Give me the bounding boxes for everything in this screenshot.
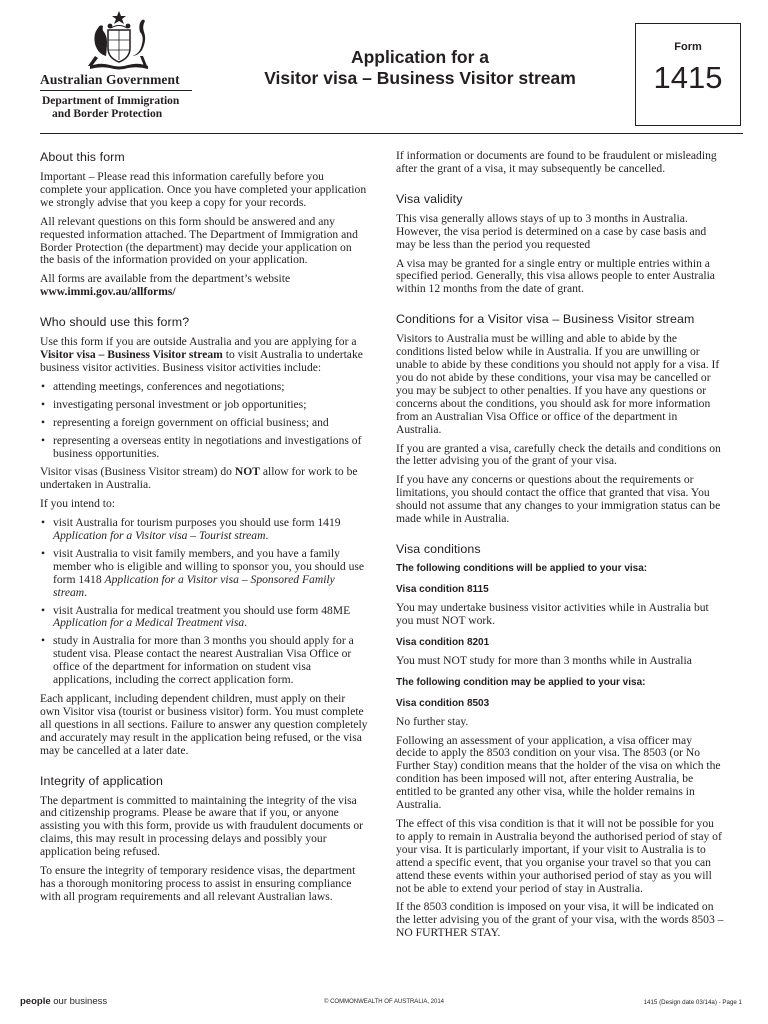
- department-name-line2: and Border Protection: [52, 108, 163, 120]
- list-item-end: .: [265, 529, 269, 543]
- section-heading-conditions: Conditions for a Visitor visa – Business Visitor stream: [396, 312, 695, 327]
- footer-brand-bold: people: [20, 996, 51, 1007]
- about-paragraph-2: All relevant questions on this form should be answered and any requested information attached. The Department of Immigration and Border Protection (the department) may decide your application on the basis of the information provided on your application.: [40, 214, 358, 267]
- footer-page-info: 1415 (Design date 03/14a) - Page 1: [643, 999, 742, 1006]
- intend-list: [40, 517, 368, 687]
- form-number-box: [635, 23, 741, 126]
- who-intro-text: Use this form if you are outside Australia and you are applying for a: [40, 335, 357, 349]
- list-item-end: .: [84, 585, 88, 599]
- condition-8503-paragraph-2: The effect of this visa condition is that it will not be possible for you to apply to remain in Australia beyond the authorised period of stay of your visa. It is particularly important, if your visit to Australia is to attend a specific event, that you organise your travel so that you can attend these events within your authorised period of stay as you will not be able to extend your period of stay in Australia.: [396, 817, 722, 895]
- about-section: [40, 150, 368, 299]
- list-item-text: visit Australia for medical treatment you should use form 48ME: [53, 603, 351, 617]
- list-item: • representing a overseas entity in negotiations and investigations of business opportunities.: [40, 435, 368, 461]
- visa-stream-name: Visitor visa – Business Visitor stream: [40, 348, 223, 362]
- condition-8503-paragraph-1: Following an assessment of your application, a visa officer may decide to apply the 8503 condition on your visa. The 8503 (or No Further Stay) condition means that the holder of the visa on which the condition has been imposed will not, after entering Australia, be entitled to be granted any other visa, while the holder remains in Australia.: [396, 733, 721, 812]
- section-heading-about: About this form: [40, 150, 125, 164]
- conditions-paragraph-2: If you are granted a visa, carefully check the details and conditions on the letter advising you of the grant of your visa.: [396, 441, 721, 468]
- section-heading-integrity: Integrity of application: [40, 773, 163, 788]
- condition-8503-short: No further stay.: [396, 714, 469, 728]
- who-section: [40, 315, 368, 757]
- page-header: [0, 0, 768, 136]
- activities-list: [40, 381, 368, 461]
- visa-conditions-section: [396, 542, 724, 940]
- form-reference: Application for a Medical Treatment visa: [53, 616, 245, 630]
- form-reference: Application for a Visitor visa – Sponsored Family stream: [53, 572, 335, 599]
- validity-paragraph-2: A visa may be granted for a single entry or multiple entries within a specified period. Generally, this visa allows people to enter Australia within 12 months from the date of grant.: [396, 256, 715, 296]
- conditions-section: [396, 312, 724, 526]
- list-item: • attending meetings, conferences and negotiations;: [40, 381, 368, 394]
- form-number: 1415: [653, 60, 723, 95]
- section-heading-validity: Visa validity: [396, 191, 463, 206]
- condition-8115-text: You may undertake business visitor activities while in Australia but you must NOT work.: [396, 600, 709, 627]
- condition-8503-title: Visa condition 8503: [396, 697, 490, 709]
- condition-8201-title: Visa condition 8201: [396, 636, 490, 648]
- work-notice-text: Visitor visas (Business Visitor stream) do: [40, 465, 235, 479]
- form-label: Form: [674, 41, 702, 53]
- work-notice: [40, 466, 368, 492]
- list-item: [40, 548, 368, 600]
- coat-of-arms-logo: [80, 10, 158, 72]
- who-intro: [40, 336, 368, 375]
- integrity-paragraph-2: To ensure the integrity of temporary residence visas, the department has a thorough monitoring process to assist in ensuring compliance with all program requirements and all relevant Australian laws.: [40, 864, 356, 903]
- website-line: [40, 286, 368, 299]
- footer-brand-rest: our business: [50, 996, 108, 1007]
- form-title-line1: Application for a: [350, 47, 490, 67]
- intend-label: If you intend to:: [40, 497, 116, 511]
- government-name: Australian Government: [40, 72, 180, 87]
- conditions-paragraph-1: Visitors to Australia must be willing and able to abide by the conditions listed below while in Australia. If you are unwilling or unable to abide by these conditions you should not apply for a visa. If you do not abide by these conditions, your visa may be cancelled or you may be subject to other penalties. If you have any questions or concerns about the conditions, you should ask for more information from an Australian Visa Office or office of the department in Australia.: [396, 332, 720, 436]
- list-item: • representing a foreign government on official business; and: [40, 417, 368, 430]
- validity-paragraph-1: This visa generally allows stays of up to 3 months in Australia. However, the visa period is determined on a case by case basis and may be less than the period you requested: [396, 211, 707, 251]
- form-reference: Application for a Visitor visa – Tourist stream: [53, 529, 266, 543]
- about-paragraph-1: Important – Please read this information carefully before you complete your application. Once you have completed your application we strongly advise that you keep a copy for your records.: [40, 170, 367, 209]
- list-item-text: visit Australia to visit family members, and you have a family member who is eligible and willing to sponsor you, you should use form 1418: [53, 546, 365, 586]
- fraud-paragraph: If information or documents are found to be fraudulent or misleading after the grant of a visa, it may subsequently be cancelled.: [396, 149, 717, 175]
- left-column: [40, 150, 368, 910]
- integrity-paragraph-1: The department is committed to maintaining the integrity of the visa and citizenship programs. Please be aware that if you, or anyone assisting you with this form, provide us with fraudulent documents or claims, this may result in processing delays and possibly your application being refused.: [40, 793, 363, 859]
- each-applicant-paragraph: Each applicant, including dependent children, must apply on their own Visitor visa (tourist or business visitor) form. You must complete all questions in all sections. Failure to answer any question completely and accurately may result in the application being refused, or the visa may be cancelled at a later date.: [40, 692, 368, 757]
- list-item: [40, 517, 368, 543]
- footer-copyright: © COMMONWEALTH OF AUSTRALIA, 2014: [324, 999, 444, 1005]
- list-item-end: .: [244, 616, 248, 630]
- divider: [40, 90, 192, 91]
- work-notice-emphasis: NOT: [234, 465, 260, 479]
- who-intro-text-end: to visit Australia to undertake business visitor activities. Business visitor activities include:: [40, 348, 363, 374]
- form-title: [230, 47, 610, 89]
- about-paragraph-3: All forms are available from the department’s website: [40, 272, 291, 286]
- list-item: • study in Australia for more than 3 months you should apply for a student visa. Please contact the nearest Australian Visa Office or office of the department for information on student visa applications, including the correct application form.: [40, 635, 368, 687]
- form-title-line2: Visitor visa – Business Visitor stream: [264, 68, 576, 88]
- conditions-paragraph-3: If you have any concerns or questions about the requirements or limitations, you should contact the office that granted that visa. You should not assume that any changes to your immigration status can be made while in Australia.: [396, 473, 721, 526]
- department-name-line1: Department of Immigration: [42, 95, 180, 107]
- section-heading-who: Who should use this form?: [40, 315, 190, 330]
- header-divider: [40, 133, 743, 134]
- right-column: [396, 150, 724, 946]
- section-heading-visa-conditions: Visa conditions: [396, 541, 481, 556]
- condition-may-apply-heading: The following condition may be applied to your visa:: [396, 676, 646, 688]
- conditions-applied-heading: The following conditions will be applied to your visa:: [396, 562, 648, 574]
- list-item: • investigating personal investment or job opportunities;: [40, 399, 368, 412]
- website-link[interactable]: www.immi.gov.au/allforms/: [40, 285, 176, 299]
- condition-8201-text: You must NOT study for more than 3 months while in Australia: [396, 653, 692, 667]
- condition-8503-paragraph-3: If the 8503 condition is imposed on your visa, it will be indicated on the letter advising you of the grant of your visa, with the words 8503 – NO FURTHER STAY.: [396, 900, 724, 940]
- list-item: [40, 605, 368, 631]
- integrity-section: [40, 774, 368, 904]
- condition-8115-title: Visa condition 8115: [396, 583, 489, 595]
- validity-section: [396, 192, 724, 296]
- list-item-text: visit Australia for tourism purposes you should use form 1419: [53, 516, 341, 530]
- work-notice-text-end: allow for work to be undertaken in Australia.: [40, 465, 358, 492]
